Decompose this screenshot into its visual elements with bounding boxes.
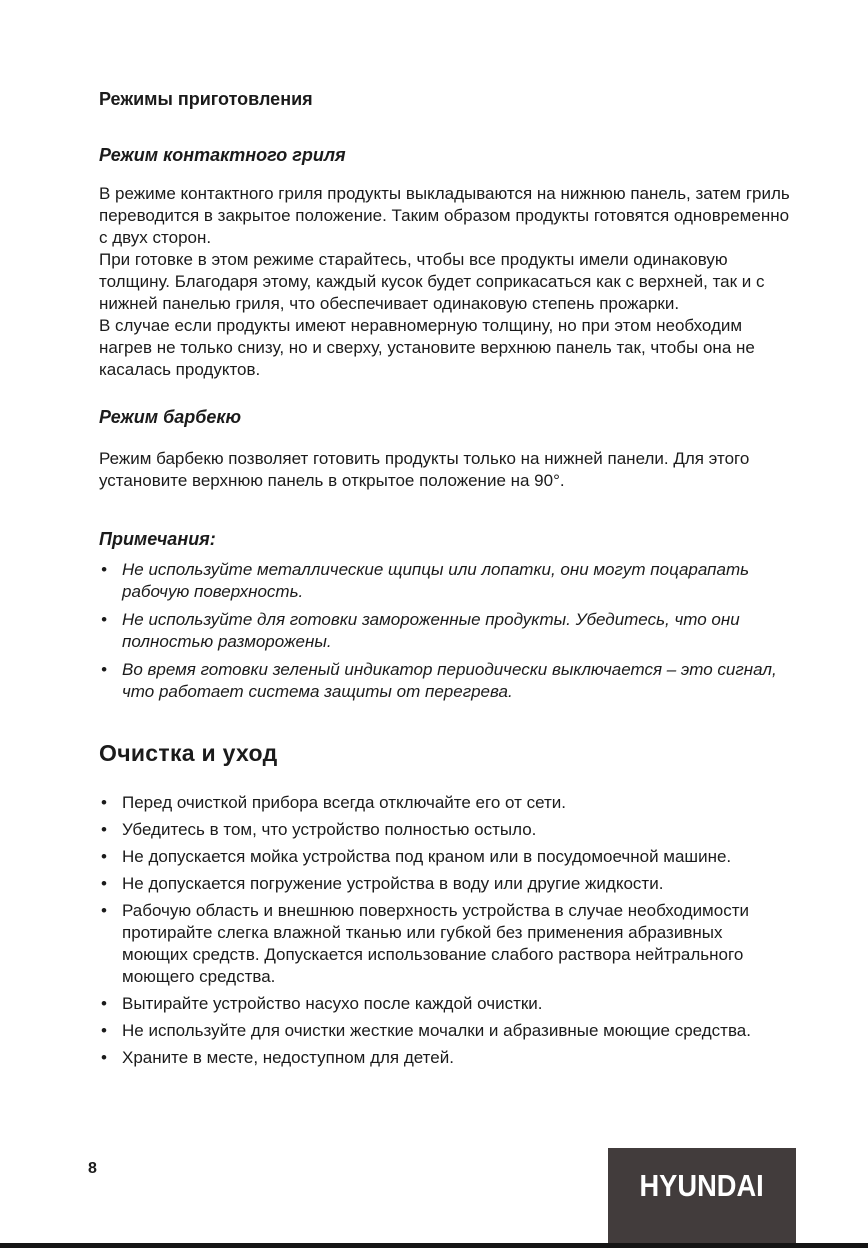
contact-grill-paragraph-3: В случае если продукты имеют неравномерную толщину, но при этом необходим нагрев не только снизу, но и сверху, установите верхнюю панель так, чтобы она не касалась продуктов. xyxy=(99,316,755,379)
contact-grill-paragraph-1: В режиме контактного гриля продукты выкладываются на нижнюю панель, затем гриль переводится в закрытое положение. Таким образом продукты готовятся одновременно с двух сторон. xyxy=(99,184,790,247)
page-title: Режимы приготовления xyxy=(99,89,313,109)
barbecue-paragraph: Режим барбекю позволяет готовить продукты только на нижней панели. Для этого установите верхнюю панель в открытое положение на 90°. xyxy=(99,449,750,490)
hyundai-logo xyxy=(608,1148,796,1243)
section-heading-contact-grill: Режим контактного гриля xyxy=(99,145,346,165)
list-item: • Не используйте для очистки жесткие мочалки и абразивные моющие средства. xyxy=(99,1020,791,1042)
list-item: • Убедитесь в том, что устройство полностью остыло. xyxy=(99,819,791,841)
page-content xyxy=(99,88,791,1074)
list-item: • Не допускается погружение устройства в воду или другие жидкости. xyxy=(99,873,791,895)
section-heading-barbecue: Режим барбекю xyxy=(99,407,242,427)
section-heading-cleaning: Очистка и уход xyxy=(99,740,278,766)
notes-heading: Примечания: xyxy=(99,529,216,549)
page-bottom-rule xyxy=(0,1243,868,1248)
notes-list xyxy=(99,559,791,703)
hyundai-logo-text: HYUNDAI xyxy=(639,1168,765,1203)
page-number: 8 xyxy=(88,1160,97,1177)
list-item: • Рабочую область и внешнюю поверхность устройства в случае необходимости протирайте слегка влажной тканью или губкой без применения абразивных моющих средств. Допускается использование слабого раствора нейтрального моющего средства. xyxy=(99,900,791,988)
list-item: • Не допускается мойка устройства под краном или в посудомоечной машине. xyxy=(99,846,791,868)
list-item: • Перед очисткой прибора всегда отключайте его от сети. xyxy=(99,792,791,814)
list-item: • Храните в месте, недоступном для детей. xyxy=(99,1047,791,1069)
cleaning-list xyxy=(99,792,791,1069)
list-item: • Не используйте для готовки замороженные продукты. Убедитесь, что они полностью разморожены. xyxy=(99,609,791,653)
list-item: • Во время готовки зеленый индикатор периодически выключается – это сигнал, что работает система защиты от перегрева. xyxy=(99,659,791,703)
list-item: • Не используйте металлические щипцы или лопатки, они могут поцарапать рабочую поверхность. xyxy=(99,559,791,603)
list-item: • Вытирайте устройство насухо после каждой очистки. xyxy=(99,993,791,1015)
contact-grill-paragraph-2: При готовке в этом режиме старайтесь, чтобы все продукты имели одинаковую толщину. Благодаря этому, каждый кусок будет соприкасаться как с верхней, так и с нижней панелью гриля, что обеспечивает одинаковую степень прожарки. xyxy=(99,250,765,313)
